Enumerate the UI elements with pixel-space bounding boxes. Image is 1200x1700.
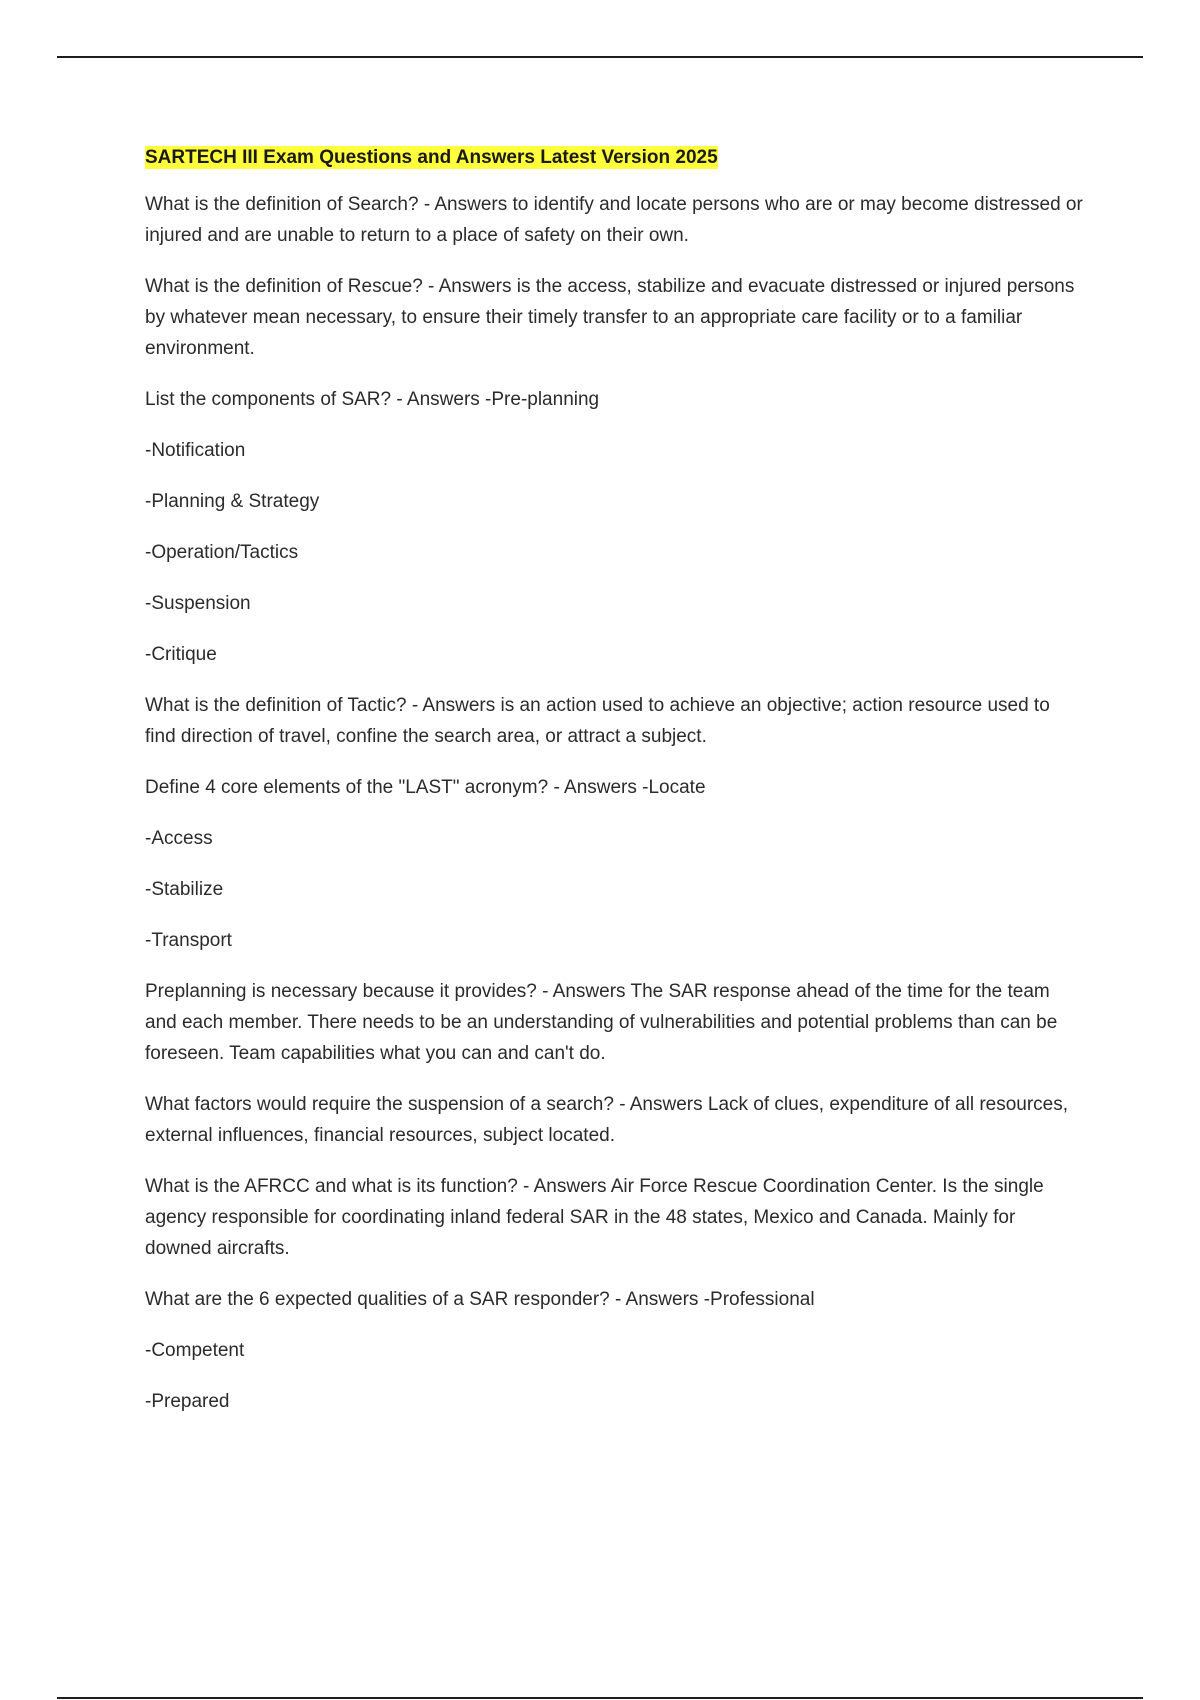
- list-item: -Critique: [145, 644, 217, 665]
- list-item: -Transport: [145, 930, 232, 951]
- list-item: -Prepared: [145, 1391, 230, 1412]
- list-item: -Notification: [145, 440, 246, 461]
- list-item: -Suspension: [145, 593, 251, 614]
- paragraph-sar-components: List the components of SAR? - Answers -Pre-planning: [145, 389, 600, 410]
- paragraph-rescue-definition: What is the definition of Rescue? - Answers is the access, stabilize and evacuate distressed or injured persons by whatever mean necessary, to ensure their timely transfer to an appropriate care facility or to a familiar environment.: [145, 276, 1075, 359]
- paragraph-suspension-factors: What factors would require the suspension of a search? - Answers Lack of clues, expenditure of all resources, external influences, financial resources, subject located.: [145, 1094, 1069, 1146]
- paragraph-responder-qualities: What are the 6 expected qualities of a SAR responder? - Answers -Professional: [145, 1289, 815, 1310]
- paragraph-preplanning: Preplanning is necessary because it provides? - Answers The SAR response ahead of the time for the team and each member. There needs to be an understanding of vulnerabilities and potential problems than can be foreseen. Team capabilities what you can and can't do.: [145, 981, 1058, 1064]
- top-divider: [57, 56, 1143, 58]
- bottom-divider: [57, 1697, 1143, 1699]
- title-line: [145, 144, 1085, 173]
- paragraph-afrcc: What is the AFRCC and what is its function? - Answers Air Force Rescue Coordination Center. Is the single agency responsible for coordinating inland federal SAR in the 48 states, Mexico and Canada. Mainly for downed aircrafts.: [145, 1176, 1044, 1259]
- list-item: -Competent: [145, 1340, 245, 1361]
- paragraph-last-acronym: Define 4 core elements of the "LAST" acronym? - Answers -Locate: [145, 777, 706, 798]
- list-item: -Stabilize: [145, 879, 224, 900]
- list-item: -Operation/Tactics: [145, 542, 299, 563]
- list-item: -Access: [145, 828, 213, 849]
- list-item: -Planning & Strategy: [145, 491, 320, 512]
- paragraph-tactic-definition: What is the definition of Tactic? - Answers is an action used to achieve an objective; action resource used to find direction of travel, confine the search area, or attract a subject.: [145, 695, 1050, 747]
- document-title: SARTECH III Exam Questions and Answers Latest Version 2025: [145, 147, 718, 168]
- document-body: [145, 144, 1085, 1437]
- paragraph-search-definition: What is the definition of Search? - Answers to identify and locate persons who are or may become distressed or injured and are unable to return to a place of safety on their own.: [145, 194, 1083, 246]
